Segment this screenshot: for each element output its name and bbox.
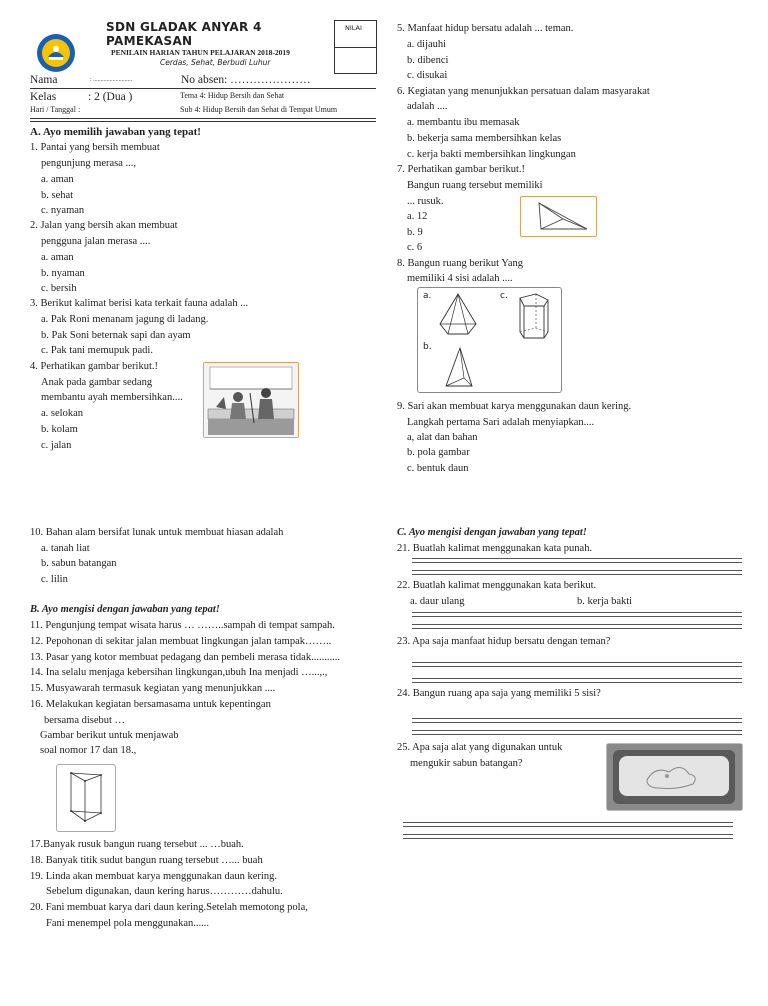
section-a-right-line: b. bekerja sama membersihkan kelas (407, 133, 562, 144)
section-a-right-line: 8. Bangun ruang berikut Yang (397, 258, 523, 269)
q24-answer-line[interactable] (412, 722, 742, 723)
school-motto: Cerdas, Sehat, Berbudi Luhur (160, 58, 271, 67)
score-label: NILAI (345, 24, 362, 32)
section-a-line: pengguna jalan merasa .... (41, 236, 151, 247)
q22-text: 22. Buatlah kalimat menggunakan kata berikut. (397, 580, 597, 591)
section-a-line: pengunjung merasa ..., (41, 158, 137, 169)
theme-text: Tema 4: Hidup Bersih dan Sehat (180, 91, 285, 100)
section-a-right-line: 7. Perhatikan gambar berikut.! (397, 164, 525, 175)
section-b-line: 16. Melakukan kegiatan bersamasama untuk kepentingan (30, 699, 271, 710)
name-field: : .......................... (90, 77, 133, 83)
q8-label-c: c. (500, 291, 508, 301)
q21-answer-line[interactable] (412, 570, 742, 571)
q25-answer-line[interactable] (403, 834, 733, 835)
q10-line: 10. Bahan alam bersifat lunak untuk membuat hiasan adalah (30, 527, 284, 538)
section-a-right-line: c. disukai (407, 70, 448, 81)
section-a-right-line: 6. Kegiatan yang menunjukkan persatuan dalam masyarakat (397, 86, 650, 97)
q25-answer-line[interactable] (403, 826, 733, 827)
section-a-line: 1. Pantai yang bersih membuat (30, 142, 160, 153)
q25-answer-line[interactable] (403, 838, 733, 839)
q8-label-b: b. (423, 342, 432, 352)
q21-answer-line[interactable] (412, 562, 742, 563)
q10-line: b. sabun batangan (41, 558, 117, 569)
section-a-right-line: b. 9 (407, 227, 423, 238)
section-a-right-line: c. kerja bakti membersihkan lingkungan (407, 149, 576, 160)
q23-answer-line[interactable] (412, 666, 742, 667)
q22-option-a: a. daur ulang (410, 596, 465, 607)
section-a-line: c. Pak tani memupuk padi. (41, 345, 153, 356)
section-b-line: 12. Pepohonan di sekitar jalan membuat lingkungan jalan tampak…….. (30, 636, 332, 647)
q25-text-2: mengukir sabun batangan? (410, 758, 523, 769)
section-a-line: b. kolam (41, 424, 78, 435)
section-b-line: bersama disebut … (44, 715, 126, 726)
header-rule-3 (30, 121, 376, 122)
q25-soap-picture (606, 743, 743, 811)
name-label: Nama (30, 74, 58, 86)
section-a-line: c. jalan (41, 440, 72, 451)
q10-line: a. tanah liat (41, 543, 90, 554)
q23-text: 23. Apa saja manfaat hidup bersatu dengan teman? (397, 636, 611, 647)
section-a-line: 4. Perhatikan gambar berikut.! (30, 361, 158, 372)
section-a-line: membantu ayah membersihkan.... (41, 392, 183, 403)
section-a-line: b. nyaman (41, 268, 85, 279)
section-a-right-line: adalah .... (407, 101, 448, 112)
section-a-line: a. aman (41, 252, 74, 263)
section-b-line: 20. Fani membuat karya dari daun kering.Setelah memotong pola, (30, 902, 308, 913)
q9-line: a, alat dan bahan (407, 432, 478, 443)
section-b-line: 15. Musyawarah termasuk kegiatan yang menunjukkan .... (30, 683, 276, 694)
section-b-line: Sebelum digunakan, daun kering harus…………dahulu. (46, 886, 283, 897)
section-a-line: a. selokan (41, 408, 83, 419)
absen-field: No absen: ………………… (181, 74, 311, 86)
section-a-title: A. Ayo memilih jawaban yang tepat! (30, 126, 201, 138)
q22-option-b: b. kerja bakti (577, 596, 633, 607)
section-a-right-line: a. membantu ibu memasak (407, 117, 520, 128)
q10-line: c. lilin (41, 574, 68, 585)
q21-text: 21. Buatlah kalimat menggunakan kata punah. (397, 543, 593, 554)
q22-answer-line[interactable] (412, 616, 742, 617)
q23-answer-line[interactable] (412, 678, 742, 679)
section-a-right-line: a. dijauhi (407, 39, 447, 50)
section-a-line: c. nyaman (41, 205, 85, 216)
school-logo (36, 33, 76, 73)
section-a-right-line: b. dibenci (407, 55, 449, 66)
score-box-divider (335, 47, 376, 48)
q24-text: 24. Bangun ruang apa saja yang memiliki 5 sisi? (397, 688, 601, 699)
q23-answer-line[interactable] (412, 662, 742, 663)
subtheme-text: Sub 4: Hidup Bersih dan Sehat di Tempat Umum (180, 105, 338, 114)
q7-pyramid-picture (520, 196, 597, 237)
q22-answer-line[interactable] (412, 624, 742, 625)
header-rule-1 (30, 88, 376, 89)
section-a-line: Anak pada gambar sedang (41, 377, 153, 388)
section-a-line: c. bersih (41, 283, 77, 294)
school-name-line2: PAMEKASAN (106, 34, 193, 48)
section-a-right-line: ... rusuk. (407, 196, 444, 207)
assessment-title: PENILAIN HARIAN TAHUN PELAJARAN 2018-2019 (111, 48, 290, 57)
section-b-line: Gambar berikut untuk menjawab (40, 730, 179, 741)
section-b-line: 13. Pasar yang kotor membuat pedagang dan pembeli merasa tidak........... (30, 652, 340, 663)
class-value: : 2 (Dua ) (88, 91, 133, 103)
section-b-line: 17.Banyak rusuk bangun ruang tersebut ... …buah. (30, 839, 244, 850)
q9-line: 9. Sari akan membuat karya menggunakan daun kering. (397, 401, 632, 412)
section-a-line: b. Pak Soni beternak sapi dan ayam (41, 330, 191, 341)
section-b-line: soal nomor 17 dan 18., (40, 745, 137, 756)
q21-answer-line[interactable] (412, 558, 742, 559)
q22-answer-line[interactable] (412, 612, 742, 613)
q25-text: 25. Apa saja alat yang digunakan untuk (397, 742, 563, 753)
section-b-line: 18. Banyak titik sudut bangun ruang tersebut …... buah (30, 855, 263, 866)
q23-answer-line[interactable] (412, 682, 742, 683)
section-a-right-line: c. 6 (407, 242, 423, 253)
q21-answer-line[interactable] (412, 574, 742, 575)
section-a-line: a. aman (41, 174, 74, 185)
q8-label-a: a. (423, 291, 432, 301)
section-b-line: Fani menempel pola menggunakan...... (46, 918, 210, 929)
q17-prism-picture (56, 764, 116, 832)
section-b-title: B. Ayo mengisi dengan jawaban yang tepat! (30, 604, 220, 615)
section-b-line: 14. Ina selalu menjaga kebersihan lingkungan,ubuh Ina menjadi …...,., (30, 667, 328, 678)
section-c-title: C. Ayo mengisi dengan jawaban yang tepat! (397, 527, 587, 538)
q24-answer-line[interactable] (412, 734, 742, 735)
section-b-line: 19. Linda akan membuat karya menggunakan daun kering. (30, 871, 277, 882)
q9-line: c. bentuk daun (407, 463, 469, 474)
q24-answer-line[interactable] (412, 730, 742, 731)
q24-answer-line[interactable] (412, 718, 742, 719)
q4-picture (203, 362, 299, 438)
section-a-right-line: 5. Manfaat hidup bersatu adalah ... teman. (397, 23, 574, 34)
section-a-line: 3. Berikut kalimat berisi kata terkait fauna adalah ... (30, 298, 249, 309)
score-box (334, 20, 377, 74)
q9-line: b. pola gambar (407, 447, 470, 458)
day-date-label: Hari / Tanggal : (30, 105, 81, 114)
section-a-line: 2. Jalan yang bersih akan membuat (30, 220, 178, 231)
section-a-right-line: memiliki 4 sisi adalah .... (407, 273, 513, 284)
q9-line: Langkah pertama Sari adalah menyiapkan.... (407, 417, 595, 428)
section-a-line: a. Pak Roni menanam jagung di ladang. (41, 314, 209, 325)
section-a-line: b. sehat (41, 190, 74, 201)
header-rule-2 (30, 118, 376, 119)
section-a-right-line: a. 12 (407, 211, 428, 222)
q22-answer-line[interactable] (412, 628, 742, 629)
q25-answer-line[interactable] (403, 822, 733, 823)
section-a-right-line: Bangun ruang tersebut memiliki (407, 180, 543, 191)
school-name-line1: SDN GLADAK ANYAR 4 (106, 20, 262, 34)
class-label: Kelas (30, 91, 57, 103)
section-b-line: 11. Pengunjung tempat wisata harus … ……..sampah di tempat sampah. (30, 620, 335, 631)
q8-shapes-picture (417, 287, 562, 393)
